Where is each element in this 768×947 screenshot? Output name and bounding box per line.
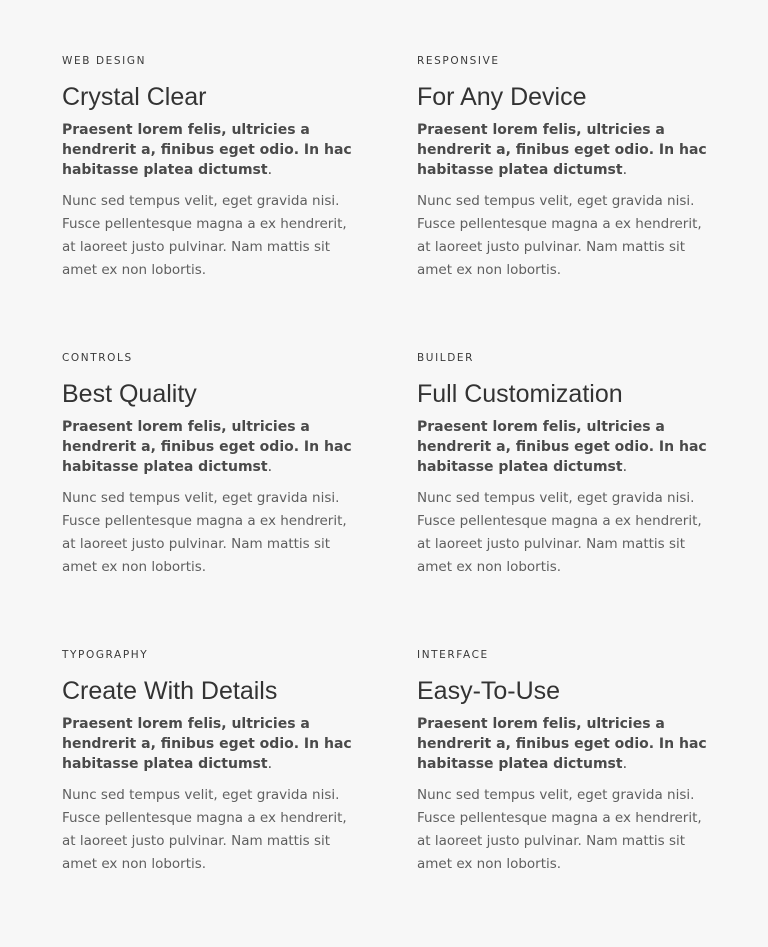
feature-lead <box>417 714 717 774</box>
feature-body: Nunc sed tempus velit, eget gravida nisi. Fusce pellentesque magna a ex hendrerit, at laoreet justo pulvinar. Nam mattis sit amet ex non lobortis. <box>62 193 347 278</box>
feature-title: Create With Details <box>62 677 278 705</box>
feature-lead-period: . <box>622 162 628 178</box>
feature-lead-text: Praesent lorem felis, ultricies a hendrerit a, finibus eget odio. In hac habitasse platea dictumst <box>62 419 352 475</box>
feature-lead <box>417 417 717 477</box>
feature-lead-period: . <box>622 459 628 475</box>
feature-lead-text: Praesent lorem felis, ultricies a hendrerit a, finibus eget odio. In hac habitasse platea dictumst <box>417 716 707 772</box>
feature-lead <box>62 120 362 180</box>
feature-body: Nunc sed tempus velit, eget gravida nisi. Fusce pellentesque magna a ex hendrerit, at laoreet justo pulvinar. Nam mattis sit amet ex non lobortis. <box>417 490 702 575</box>
feature-lead-period: . <box>267 459 273 475</box>
feature-controls <box>62 352 362 593</box>
feature-lead-text: Praesent lorem felis, ultricies a hendrerit a, finibus eget odio. In hac habitasse platea dictumst <box>417 122 707 178</box>
feature-lead-period: . <box>622 756 628 772</box>
feature-title: Full Customization <box>417 380 623 408</box>
feature-typography <box>62 649 362 890</box>
feature-kicker: RESPONSIVE <box>417 55 500 67</box>
feature-lead <box>417 120 717 180</box>
feature-lead-period: . <box>267 756 273 772</box>
feature-title: For Any Device <box>417 83 587 111</box>
feature-lead-text: Praesent lorem felis, ultricies a hendrerit a, finibus eget odio. In hac habitasse platea dictumst <box>62 122 352 178</box>
feature-title: Best Quality <box>62 380 197 408</box>
feature-body: Nunc sed tempus velit, eget gravida nisi. Fusce pellentesque magna a ex hendrerit, at laoreet justo pulvinar. Nam mattis sit amet ex non lobortis. <box>62 490 347 575</box>
feature-title: Crystal Clear <box>62 83 207 111</box>
feature-body: Nunc sed tempus velit, eget gravida nisi. Fusce pellentesque magna a ex hendrerit, at laoreet justo pulvinar. Nam mattis sit amet ex non lobortis. <box>417 787 702 872</box>
feature-lead-text: Praesent lorem felis, ultricies a hendrerit a, finibus eget odio. In hac habitasse platea dictumst <box>62 716 352 772</box>
feature-responsive <box>417 55 717 296</box>
feature-lead <box>62 714 362 774</box>
feature-kicker: INTERFACE <box>417 649 489 661</box>
feature-kicker: TYPOGRAPHY <box>62 649 149 661</box>
feature-builder <box>417 352 717 593</box>
feature-interface <box>417 649 717 890</box>
feature-lead-period: . <box>267 162 273 178</box>
feature-kicker: CONTROLS <box>62 352 133 364</box>
feature-body: Nunc sed tempus velit, eget gravida nisi. Fusce pellentesque magna a ex hendrerit, at laoreet justo pulvinar. Nam mattis sit amet ex non lobortis. <box>417 193 702 278</box>
feature-lead-text: Praesent lorem felis, ultricies a hendrerit a, finibus eget odio. In hac habitasse platea dictumst <box>417 419 707 475</box>
feature-kicker: BUILDER <box>417 352 475 364</box>
feature-body: Nunc sed tempus velit, eget gravida nisi. Fusce pellentesque magna a ex hendrerit, at laoreet justo pulvinar. Nam mattis sit amet ex non lobortis. <box>62 787 347 872</box>
feature-kicker: WEB DESIGN <box>62 55 147 67</box>
feature-lead <box>62 417 362 477</box>
feature-web-design <box>62 55 362 296</box>
feature-title: Easy-To-Use <box>417 677 561 705</box>
